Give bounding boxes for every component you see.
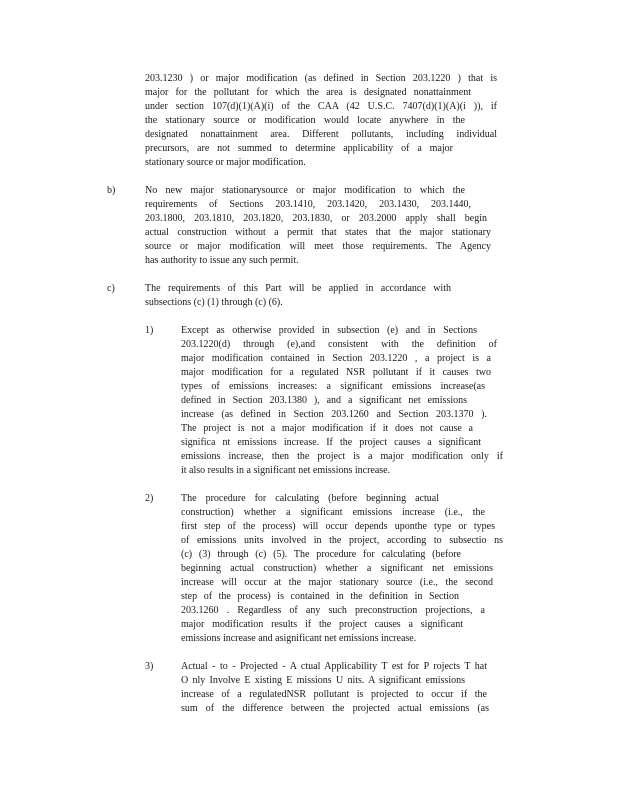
subitem-label-3: 3) [145,661,154,672]
text-line: major modification results if the project causes a significant [181,619,463,630]
text-line: precursors, are not summed to determine applicability of a major [145,143,453,154]
text-line: the stationary source or modification would locate anywhere in the [145,115,465,126]
subitem-label-1: 1) [145,325,154,336]
text-line: Actual - to - Projected - A ctual Applicability T est for P rojects T hat [181,661,487,672]
text-line: designated nonattainment area. Different pollutants, including individual [145,129,497,140]
text-line: has authority to issue any such permit. [145,255,299,266]
text-line: of emissions units involved in the project, according to subsectio ns [181,535,503,546]
text-line: O nly Involve E xisting E missions U nits. A significant emissions [181,675,465,686]
item-label-b: b) [107,185,116,196]
text-line: increase will occur at the major stationary source (i.e., the second [181,577,493,588]
text-line: beginning actual construction) whether a significant net emissions [181,563,493,574]
text-line: actual construction without a permit that states that the major stationary [145,227,491,238]
text-line: under section 107(d)(1)(A)(i) of the CAA (42 U.S.C. 7407(d)(1)(A)(i )), if [145,101,497,112]
text-line: requirements of Sections 203.1410, 203.1420, 203.1430, 203.1440, [145,199,471,210]
text-line: (c) (3) through (c) (5). The procedure for calculating (before [181,549,461,560]
text-line: first step of the process) will occur depends uponthe type or types [181,521,495,532]
text-line: major for the pollutant for which the area is designated nonattainment [145,87,471,98]
text-line: No new major stationarysource or major modification to which the [145,185,465,196]
text-line: emissions increase, then the project is a major modification only if [181,451,503,462]
text-line: major modification for a regulated NSR pollutant if it causes two [181,367,491,378]
text-line: defined in Section 203.1380 ), and a significant net emissions [181,395,467,406]
text-line: 203.1230 ) or major modification (as defined in Section 203.1220 ) that is [145,73,497,84]
text-line: Except as otherwise provided in subsection (e) and in Sections [181,325,477,336]
text-line: construction) whether a significant emissions increase (i.e., the [181,507,485,518]
item-label-c: c) [107,283,115,294]
text-line: source or major modification will meet those requirements. The Agency [145,241,491,252]
text-line: sum of the difference between the projected actual emissions (as [181,703,489,714]
text-line: significa nt emissions increase. If the project causes a significant [181,437,481,448]
text-line: 203.1220(d) through (e),and consistent with the definition of [181,339,497,350]
text-line: increase (as defined in Section 203.1260 and Section 203.1370 ). [181,409,487,420]
text-line: 203.1800, 203.1810, 203.1820, 203.1830, or 203.2000 apply shall begin [145,213,487,224]
text-line: The project is not a major modification if it does not cause a [181,423,473,434]
subitem-label-2: 2) [145,493,154,504]
text-line: emissions increase and asignificant net emissions increase. [181,633,417,644]
text-line: it also results in a significant net emissions increase. [181,465,391,476]
text-line: 203.1260 . Regardless of any such preconstruction projections, a [181,605,485,616]
text-line: The requirements of this Part will be applied in accordance with [145,283,451,294]
text-line: types of emissions increases: a significant emissions increase(as [181,381,485,392]
text-line: The procedure for calculating (before beginning actual [181,493,439,504]
text-line: step of the process) is contained in the definition in Section [181,591,459,602]
text-line: increase of a regulatedNSR pollutant is projected to occur if the [181,689,487,700]
text-line: major modification contained in Section 203.1220 , a project is a [181,353,491,364]
text-line: subsections (c) (1) through (c) (6). [145,297,283,308]
text-line: stationary source or major modification. [145,157,306,168]
